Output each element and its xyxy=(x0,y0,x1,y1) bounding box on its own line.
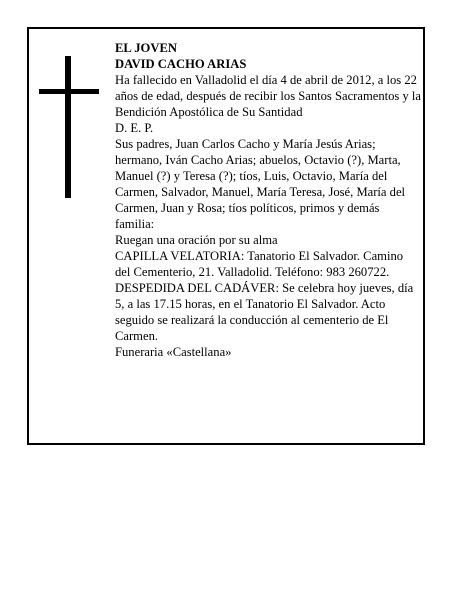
cross-icon xyxy=(39,56,99,198)
chapel-text: Tanatorio El Salvador. Camino del Cementerio, 21. Valladolid. Teléfono: 983 260722. xyxy=(115,249,404,279)
farewell-paragraph xyxy=(115,280,421,344)
prayer-request: Ruegan una oración por su alma xyxy=(115,233,278,247)
cross-vertical-bar xyxy=(65,56,71,198)
chapel-label: CAPILLA VELATORIA: xyxy=(115,249,245,263)
obituary-notice xyxy=(27,27,425,445)
dep-line: D. E. P. xyxy=(115,121,154,135)
farewell-label: DESPEDIDA DEL CADÁVER: xyxy=(115,281,279,295)
deceased-name: DAVID CACHO ARIAS xyxy=(115,57,247,71)
cross-horizontal-bar xyxy=(39,89,99,94)
death-paragraph: Ha fallecido en Valladolid el día 4 de abril de 2012, a los 22 años de edad, después de recibir los Santos Sacramentos y la Bendición Apostólica de Su Santidad xyxy=(115,73,422,119)
funeral-home: Funeraria «Castellana» xyxy=(115,345,232,359)
chapel-paragraph xyxy=(115,248,421,280)
notice-body xyxy=(115,40,421,360)
farewell-text: Se celebra hoy jueves, día 5, a las 17.15 horas, en el Tanatorio El Salvador. Acto seguido se realizará la conducción al cementerio de El Carmen. xyxy=(115,281,414,343)
family-paragraph: Sus padres, Juan Carlos Cacho y María Jesús Arias; hermano, Iván Cacho Arias; abuelos, Octavio (?), Marta, Manuel (?) y Teresa (?); tíos, Luis, Octavio, María del Carmen, Salvador, Manuel, María Teresa, José, María del Carmen, Juan y Rosa; tíos políticos, primos y demás familia: xyxy=(115,137,406,231)
notice-title-line1: EL JOVEN xyxy=(115,41,177,55)
